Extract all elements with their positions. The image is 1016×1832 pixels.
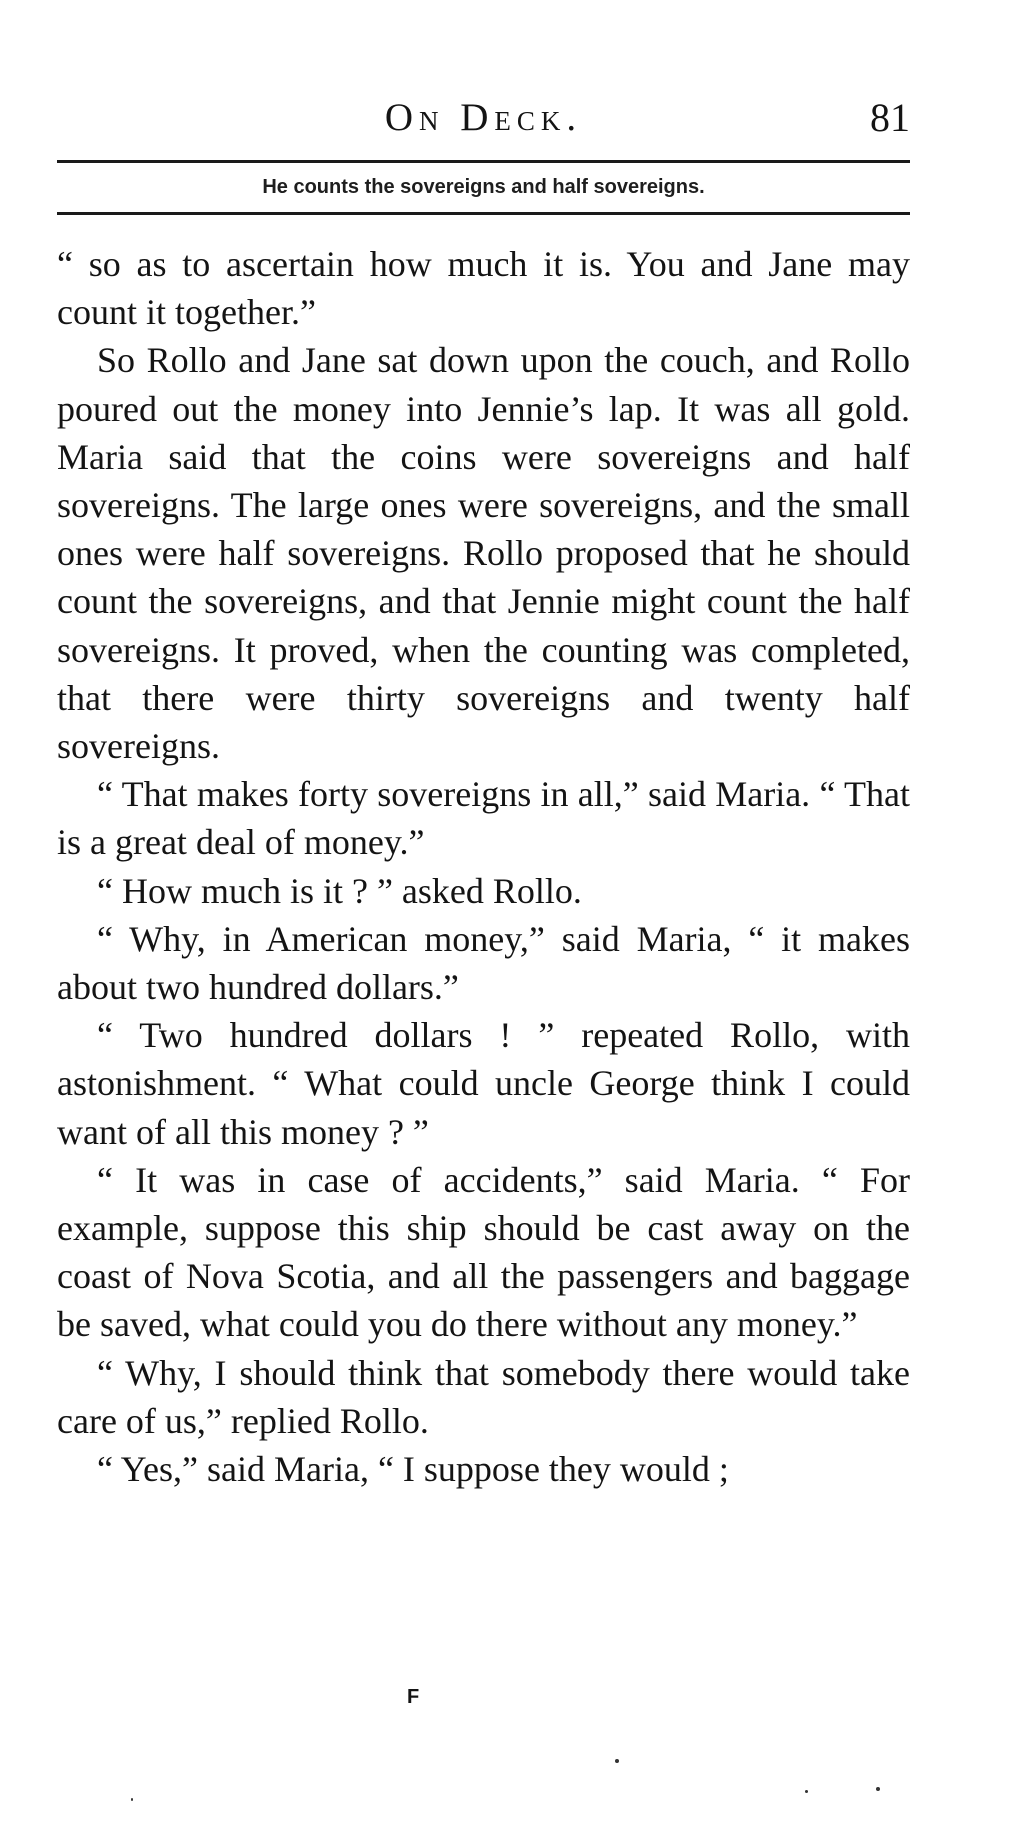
running-head: [57, 88, 910, 148]
page-number: 81: [870, 95, 910, 140]
paragraph: So Rollo and Jane sat down upon the couch, and Rollo poured out the money into Jennie’s lap. It was all gold. Maria said that the coins were sovereigns and half sovereigns. The large ones were sovereigns, and the small ones were half sovereigns. Rollo proposed that he should count the sovereigns, and that Jennie might count the half sovereigns. It proved, when the counting was completed, that there were thirty sovereigns and twenty half sovereigns.: [57, 340, 910, 767]
caption-rule-top: [57, 160, 910, 163]
paragraph: “ Why, in American money,” said Maria, “ it makes about two hundred dollars.”: [57, 918, 910, 1008]
paragraph: “ Two hundred dollars ! ” repeated Rollo, with astonishment. “ What could uncle George think I could want of all this money ? ”: [57, 1015, 910, 1152]
print-speck: [131, 1798, 133, 1801]
book-page: [57, 0, 910, 1832]
signature-mark: F: [407, 1686, 420, 1708]
print-speck: [805, 1790, 808, 1793]
paragraph: “ Why, I should think that somebody there would take care of us,” replied Rollo.: [57, 1352, 910, 1441]
body-text: [57, 240, 910, 1493]
print-speck: [876, 1787, 880, 1791]
paragraph: “ That makes forty sovereigns in all,” said Maria. “ That is a great deal of money.”: [57, 774, 910, 863]
paragraph: “ Yes,” said Maria, “ I suppose they would ;: [97, 1449, 729, 1490]
paragraph: “ so as to ascertain how much it is. You and Jane may count it together.”: [57, 244, 910, 333]
paragraph: “ It was in case of accidents,” said Maria. “ For example, suppose this ship should be cast away on the coast of Nova Scotia, and all the passengers and baggage be saved, what could you do there without any money.”: [57, 1159, 910, 1345]
paragraph: “ How much is it ? ” asked Rollo.: [97, 870, 582, 911]
caption-rule-bottom: [57, 212, 910, 215]
print-speck: [615, 1759, 619, 1763]
illustration-caption: He counts the sovereigns and half sovereigns.: [262, 176, 705, 198]
running-title: On Deck.: [384, 96, 583, 139]
